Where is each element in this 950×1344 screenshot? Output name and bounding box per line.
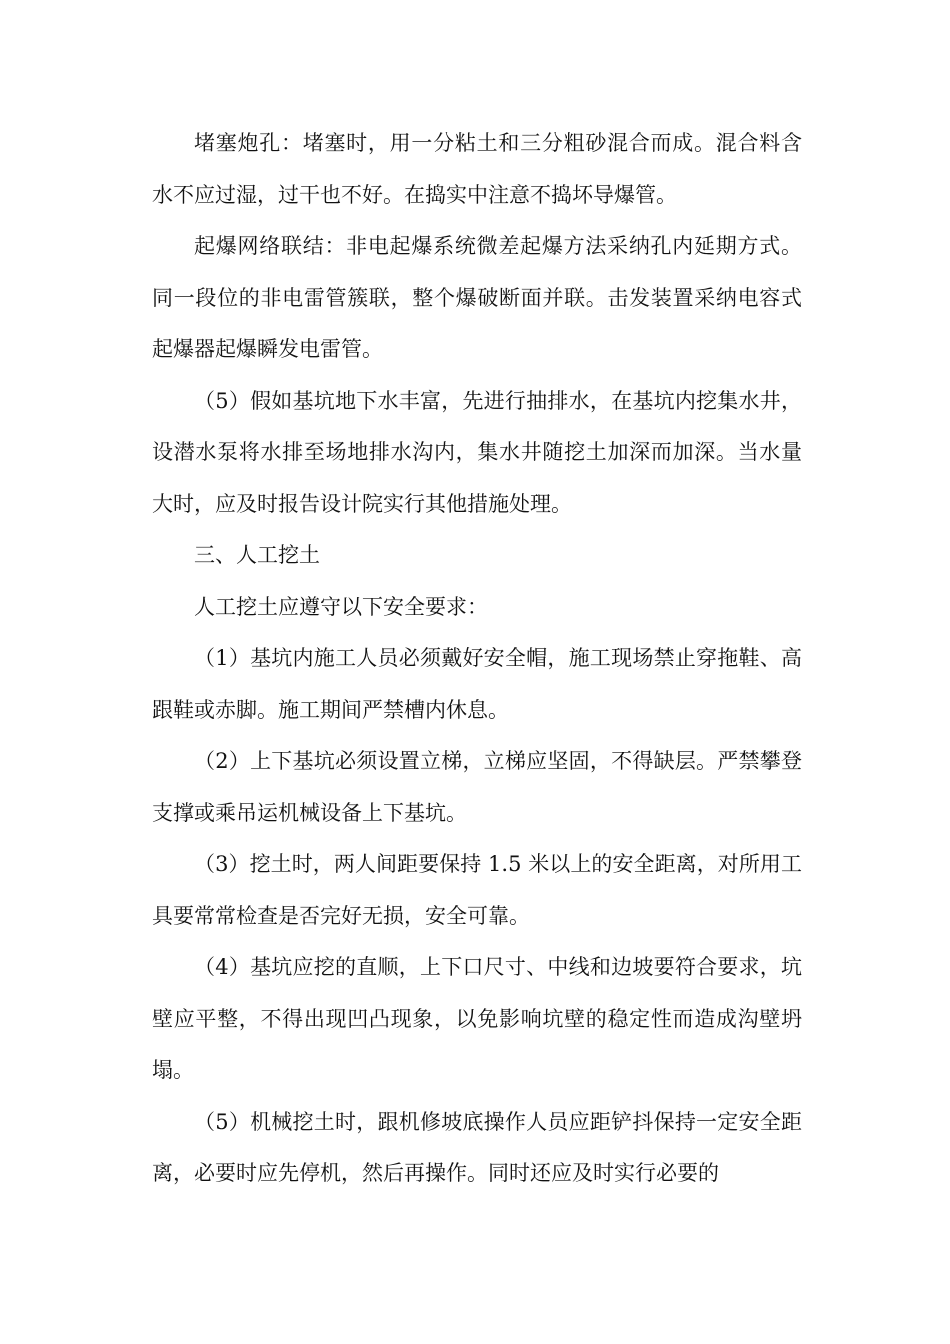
paragraph-groundwater: （5）假如基坑地下水丰富，先进行抽排水，在基坑内挖集水井，设潜水泵将水排至场地排水沟内，集水井随挖土加深而加深。当水量大时，应及时报告设计院实行其他措施处理。 xyxy=(152,388,802,516)
paragraph-safety-item-1: （1）基坑内施工人员必须戴好安全帽，施工现场禁止穿拖鞋、高跟鞋或赤脚。施工期间严禁槽内休息。 xyxy=(152,646,802,722)
paragraph-safety-item-5: （5）机械挖土时，跟机修坡底操作人员应距铲抖保持一定安全距离，必要时应先停机，然后再操作。同时还应及时实行必要的 xyxy=(152,1109,802,1185)
paragraph-stemming: 堵塞炮孔：堵塞时，用一分粘土和三分粗砂混合而成。混合料含水不应过湿，过干也不好。在捣实中注意不捣坏导爆管。 xyxy=(152,131,802,207)
paragraph-safety-item-3: （3）挖土时，两人间距要保持 1.5 米以上的安全距离，对所用工具要常常检查是否完好无损，安全可靠。 xyxy=(152,852,802,928)
paragraph-detonation-network: 起爆网络联结：非电起爆系统微差起爆方法采纳孔内延期方式。同一段位的非电雷管簇联，整个爆破断面并联。击发装置采纳电容式起爆器起爆瞬发电雷管。 xyxy=(152,234,802,361)
paragraph-safety-item-4: （4）基坑应挖的直顺，上下口尺寸、中线和边坡要符合要求，坑壁应平整，不得出现凹凸现象，以免影响坑壁的稳定性而造成沟壁坍塌。 xyxy=(152,955,802,1082)
document-body xyxy=(152,118,802,1200)
paragraph-safety-item-2: （2）上下基坑必须设置立梯，立梯应坚固，不得缺层。严禁攀登支撑或乘吊运机械设备上下基坑。 xyxy=(152,749,802,825)
section-heading-manual-excavation: 三、人工挖土 xyxy=(194,543,320,567)
paragraph-safety-intro: 人工挖土应遵守以下安全要求： xyxy=(194,594,488,619)
